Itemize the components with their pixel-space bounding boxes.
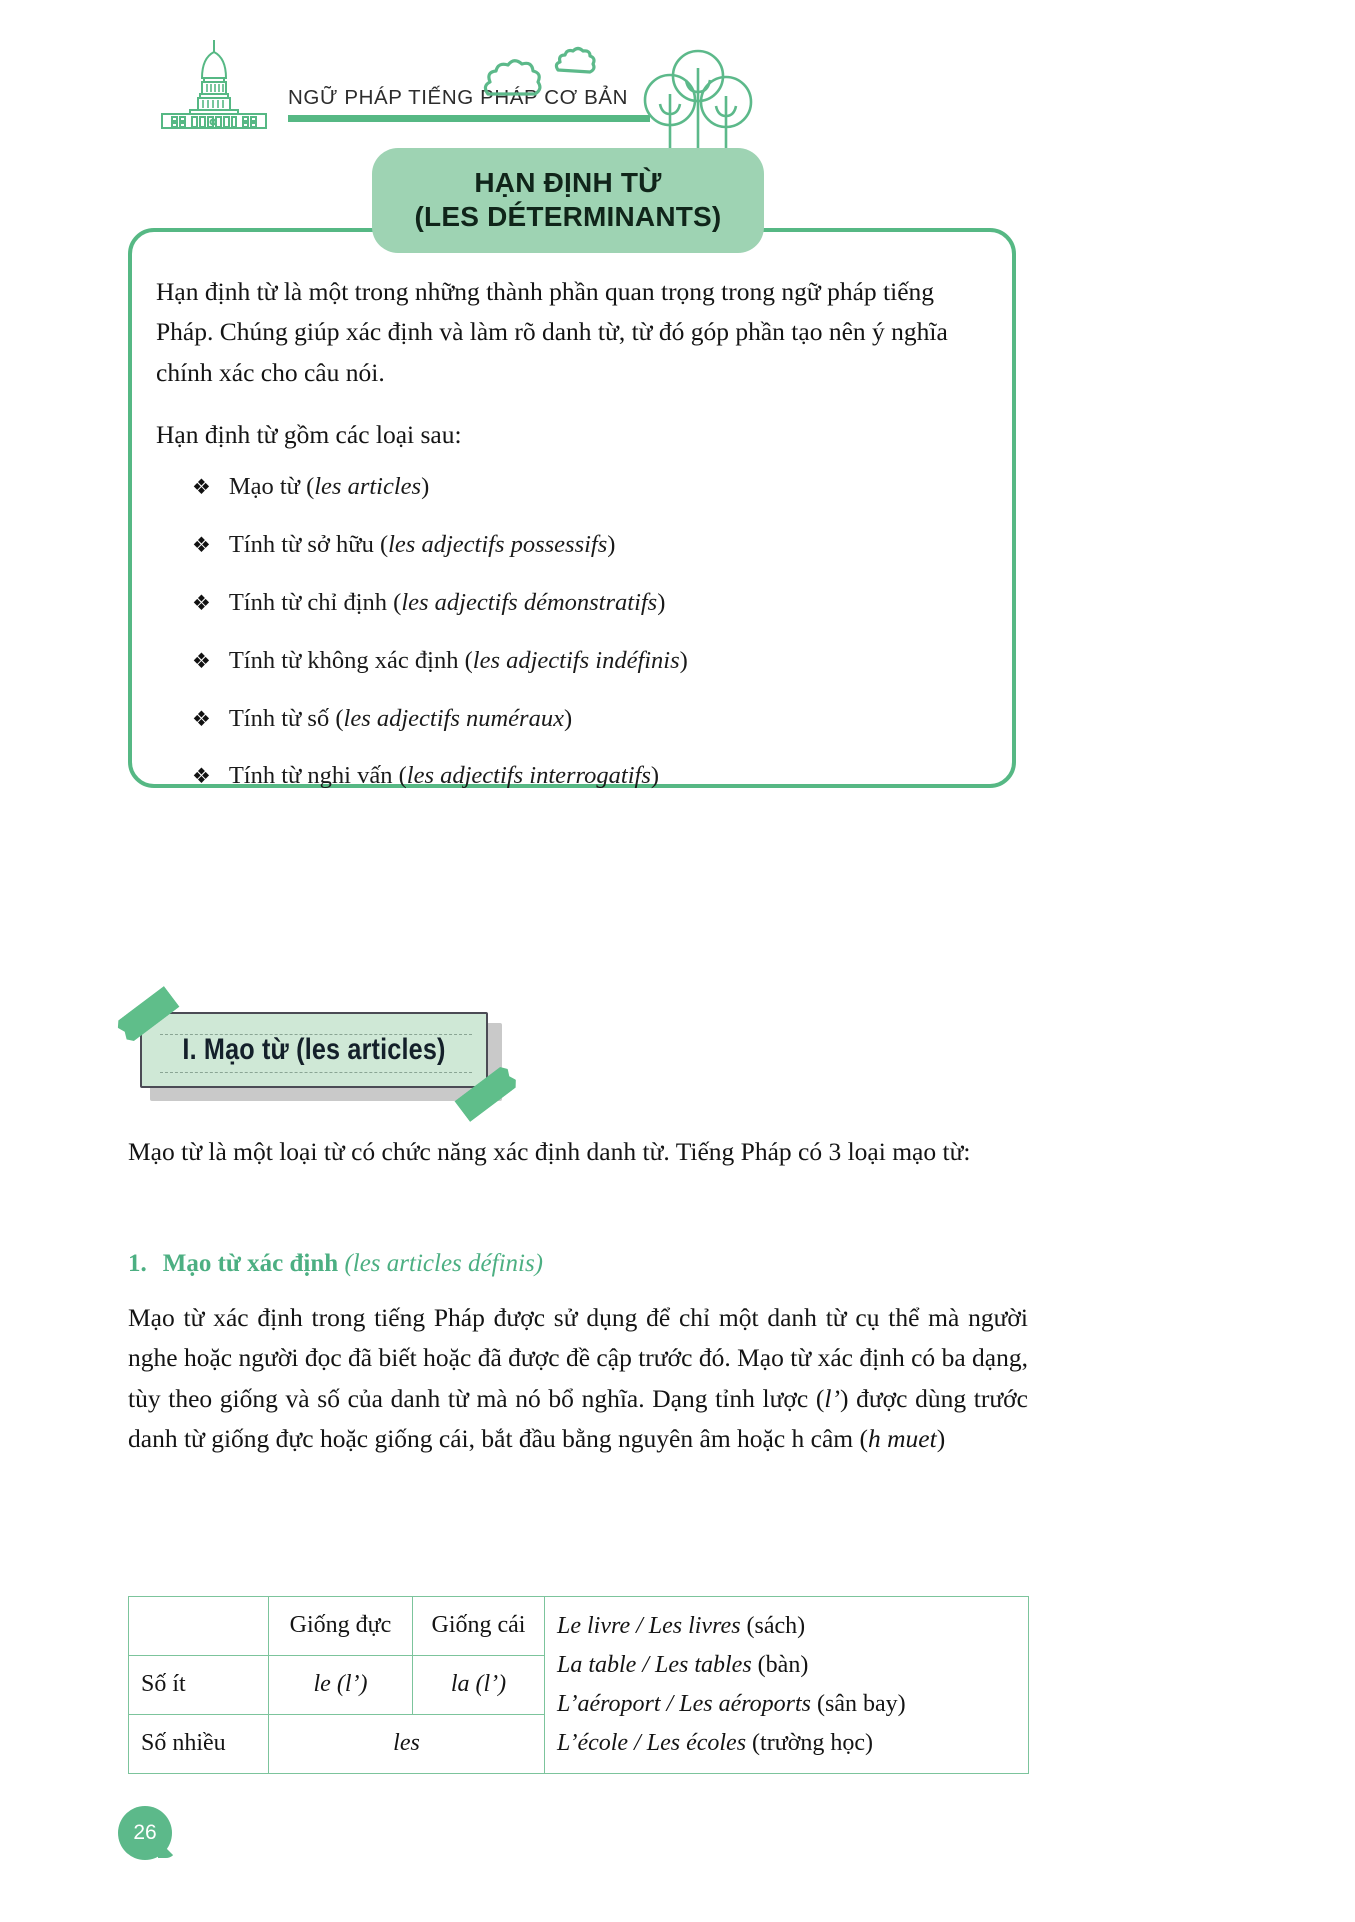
tape-dashed-line: [160, 1072, 472, 1073]
example-line: Le livre / Les livres (sách): [557, 1613, 806, 1639]
list-item-text: Tính từ số (les adjectifs numéraux): [228, 704, 573, 732]
lesson-title-banner: [372, 148, 764, 253]
section-heading-label: I. Mạo từ (les articles): [182, 1033, 446, 1066]
list-item-text: Tính từ không xác định (les adjectifs indéfinis): [228, 646, 688, 674]
subsection-number: 1.: [128, 1250, 147, 1277]
diamond-bullet-icon: ❖: [192, 764, 211, 789]
lesson-title-line2: (LES DÉTERMINANTS): [414, 200, 722, 232]
diamond-bullet-icon: ❖: [192, 706, 211, 731]
page-number-badge: [118, 1806, 172, 1860]
page-number: 26: [118, 1806, 172, 1860]
capitol-building-icon: [150, 38, 278, 130]
list-item: [156, 760, 982, 792]
page-header: [0, 0, 1355, 170]
subsection-title: Mạo từ xác định (les articles définis): [162, 1250, 544, 1277]
tape-box: [140, 1012, 488, 1088]
tree-icon: [640, 38, 760, 158]
table-cell-blank: [129, 1597, 269, 1656]
table-header-feminine: Giống cái: [413, 1597, 545, 1656]
table-row: [129, 1597, 1029, 1656]
list-item-text: Tính từ sở hữu (les adjectifs possessifs): [228, 530, 616, 558]
subsection-heading: [128, 1250, 1028, 1278]
header-title: NGỮ PHÁP TIẾNG PHÁP CƠ BẢN: [288, 85, 629, 109]
subsection-block: [128, 1250, 1028, 1479]
diamond-bullet-icon: ❖: [192, 648, 211, 673]
table-examples-cell: [545, 1597, 1029, 1774]
list-item-text: Tính từ nghi vấn (les adjectifs interrogatifs): [228, 762, 660, 790]
list-item: [156, 645, 982, 677]
table-header-masculine: Giống đực: [269, 1597, 413, 1656]
list-item: [156, 529, 982, 561]
section-intro-paragraph: Mạo từ là một loại từ có chức năng xác định danh từ. Tiếng Pháp có 3 loại mạo từ:: [128, 1137, 971, 1166]
table-row-label-singular: Số ít: [129, 1655, 269, 1714]
table-row-label-plural: Số nhiều: [129, 1714, 269, 1773]
definite-articles-table: [128, 1596, 1028, 1774]
cloud-icon: [480, 42, 610, 112]
table-cell-singular-masculine: le (l’): [269, 1655, 413, 1714]
determinant-type-list: [156, 471, 982, 792]
example-line: La table / Les tables (bàn): [557, 1651, 809, 1678]
header-underline: [288, 115, 650, 122]
section-intro-block: [128, 1132, 1028, 1192]
table: [128, 1596, 1029, 1774]
table-cell-singular-feminine: la (l’): [413, 1655, 545, 1714]
diamond-bullet-icon: ❖: [192, 532, 211, 557]
subsection-paragraph: Mạo từ xác định trong tiếng Pháp được sử dụng để chỉ một danh từ cụ thể mà người nghe hoặc người đọc đã biết hoặc đã được đề cập trước đó. Mạo từ xác định có ba dạng, tùy theo giống và số của danh từ mà nó bổ nghĩa. Dạng tỉnh lược (l’) được dùng trước danh từ giống đực hoặc giống cái, bắt đầu bằng nguyên âm hoặc h câm (h muet): [128, 1303, 1028, 1453]
example-line: L’école / Les écoles (trường học): [557, 1729, 874, 1756]
diamond-bullet-icon: ❖: [192, 590, 211, 615]
list-item: [156, 703, 982, 735]
section-heading-tape: [140, 1012, 492, 1094]
intro-content: [156, 272, 982, 818]
example-line: L’aéroport / Les aéroports (sân bay): [557, 1690, 906, 1717]
intro-paragraph-1: Hạn định từ là một trong những thành phần quan trọng trong ngữ pháp tiếng Pháp. Chúng giúp xác định và làm rõ danh từ, từ đó góp phần tạo nên ý nghĩa chính xác cho câu nói.: [156, 277, 948, 387]
lesson-title-line1: HẠN ĐỊNH TỪ: [474, 167, 662, 198]
list-item: [156, 471, 982, 503]
list-item: [156, 587, 982, 619]
diamond-bullet-icon: ❖: [192, 475, 211, 500]
table-cell-plural-merged: les: [269, 1714, 545, 1773]
intro-box: [128, 228, 1016, 788]
list-item-text: Mạo từ (les articles): [228, 473, 430, 501]
intro-paragraph-2: Hạn định từ gồm các loại sau:: [156, 419, 462, 449]
list-item-text: Tính từ chỉ định (les adjectifs démonstratifs): [228, 588, 666, 616]
